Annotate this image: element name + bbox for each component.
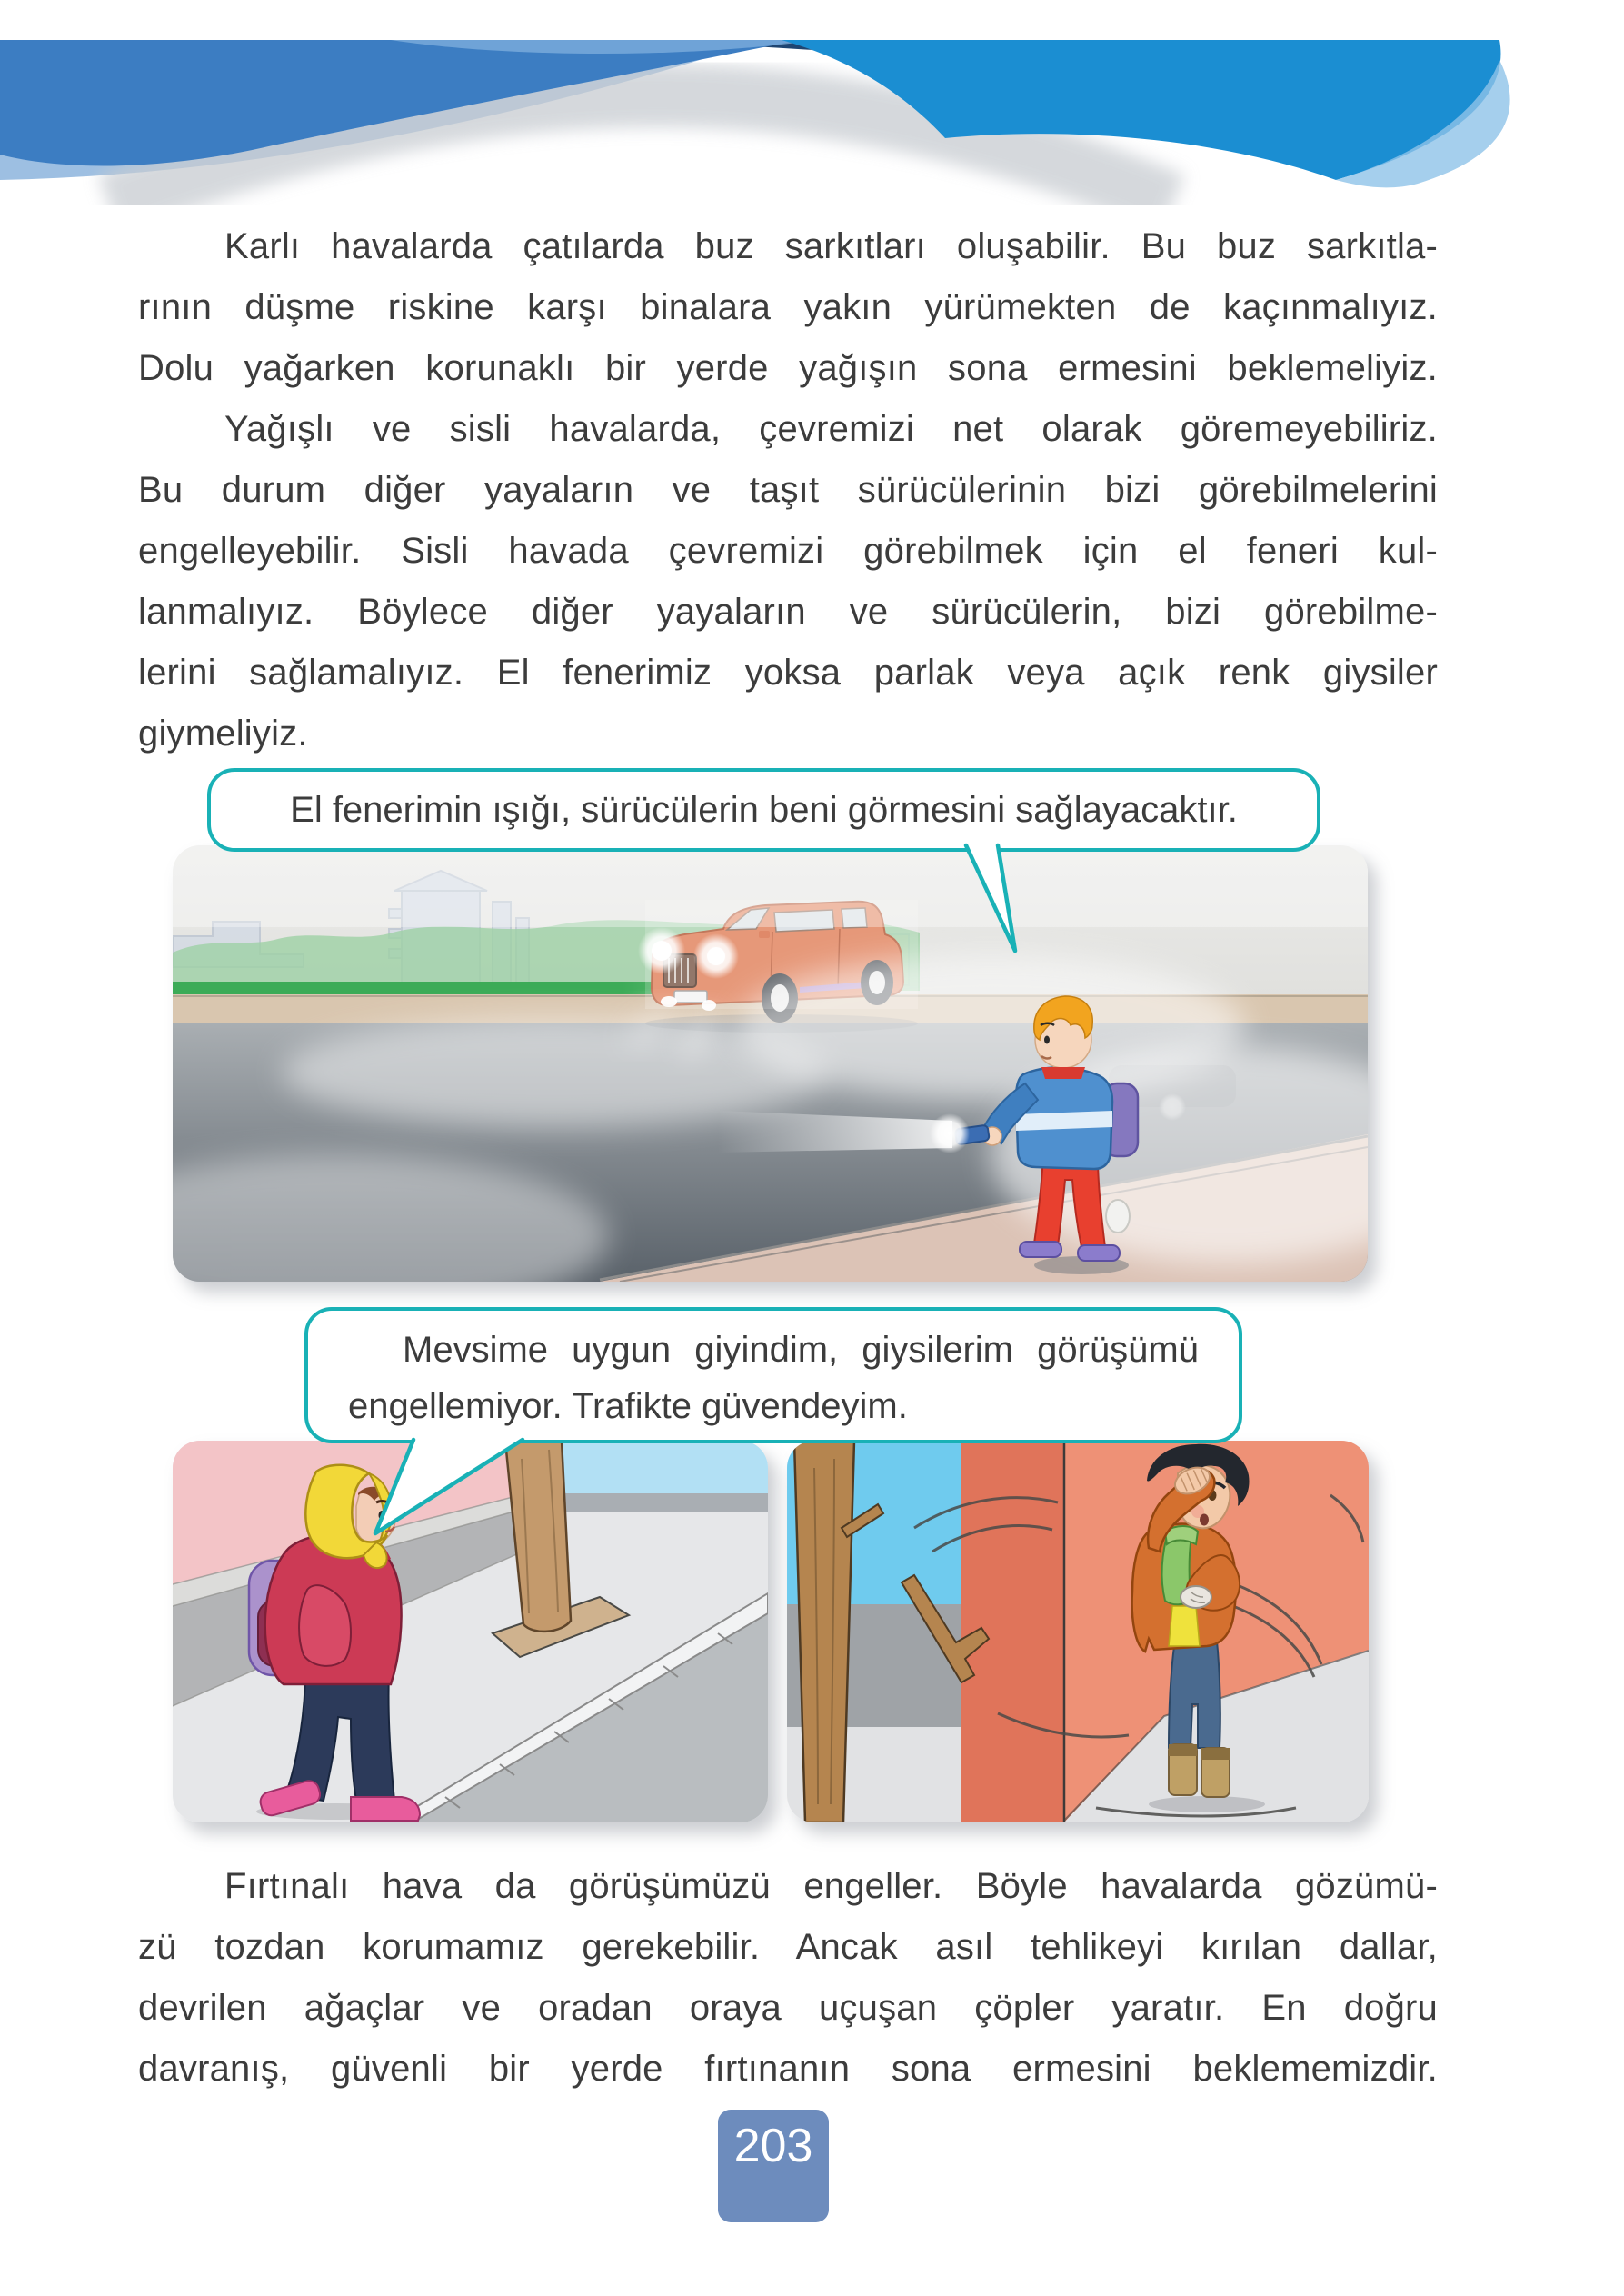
paragraph-rainy-foggy-weather	[138, 399, 1438, 764]
text-line: giymeliyiz.	[138, 714, 308, 754]
text-line: rının düşme riskine karşı binalara yakın yürümekten de kaçınmalıyız.	[138, 287, 1438, 327]
page-number: 203	[733, 2120, 813, 2172]
glove	[1181, 1586, 1211, 1608]
text-line: Mevsime uygun giyindim, giysilerim görüşümü	[403, 1330, 1199, 1370]
text-line: lanmalıyız. Böylece diğer yayaların ve sürücülerin, bizi görebilme-	[138, 592, 1438, 632]
speech-bubble-tail	[354, 1437, 536, 1542]
pink-shoe	[351, 1797, 420, 1821]
speech-bubble-flashlight-text: El fenerimin ışığı, sürücülerin beni görmesini sağlayacaktır.	[290, 789, 1238, 830]
text-line: devrilen ağaçlar ve oradan oraya uçuşan çöpler yaratır. En doğru	[138, 1988, 1438, 2028]
open-mouth	[1200, 1514, 1209, 1526]
paragraph-stormy-weather	[138, 1856, 1438, 2100]
illustration-windy-boy	[787, 1441, 1369, 1822]
text-line: engelleyebilir. Sisli havada çevremizi görebilmek için el feneri kul-	[138, 531, 1438, 571]
speech-bubble-tail	[945, 843, 1036, 956]
yellow-shirt	[1169, 1606, 1200, 1646]
shoe	[1078, 1245, 1120, 1261]
text-line: lerini sağlamalıyız. El fenerimiz yoksa parlak veya açık renk giysiler	[138, 653, 1438, 693]
text-line: Dolu yağarken korunaklı bir yerde yağışın sona ermesini beklemeliyiz.	[138, 348, 1438, 388]
speech-bubble-clothing	[304, 1307, 1242, 1443]
flashlight-glow	[930, 1113, 970, 1153]
red-collar	[1041, 1067, 1085, 1079]
text-line: davranış, güvenli bir yerde fırtınanın sona ermesini beklememizdir.	[138, 2049, 1438, 2089]
text-line: Karlı havalarda çatılarda buz sarkıtları oluşabilir. Bu buz sarkıtla-	[224, 226, 1438, 266]
text-line: Fırtınalı hava da görüşümüzü engeller. Böyle havalarda gözümü-	[224, 1866, 1438, 1906]
text-line: engellemiyor. Trafikte güvendeyim.	[348, 1386, 908, 1426]
page-number-badge	[718, 2110, 829, 2222]
header-wave-decoration	[0, 0, 1624, 205]
text-line: Bu durum diğer yayaların ve taşıt sürücülerinin bizi görebilmelerini	[138, 470, 1438, 510]
paragraph-snowy-weather	[138, 216, 1438, 399]
text-line: zü tozdan korumamız gerekebilir. Ancak asıl tehlikeyi kırılan dallar,	[138, 1927, 1438, 1967]
shoe	[1020, 1242, 1061, 1257]
speech-bubble-flashlight	[207, 768, 1320, 852]
illustration-fog-street	[173, 845, 1368, 1282]
text-line: Yağışlı ve sisli havalarda, çevremizi net olarak göremeyebiliriz.	[224, 409, 1438, 449]
